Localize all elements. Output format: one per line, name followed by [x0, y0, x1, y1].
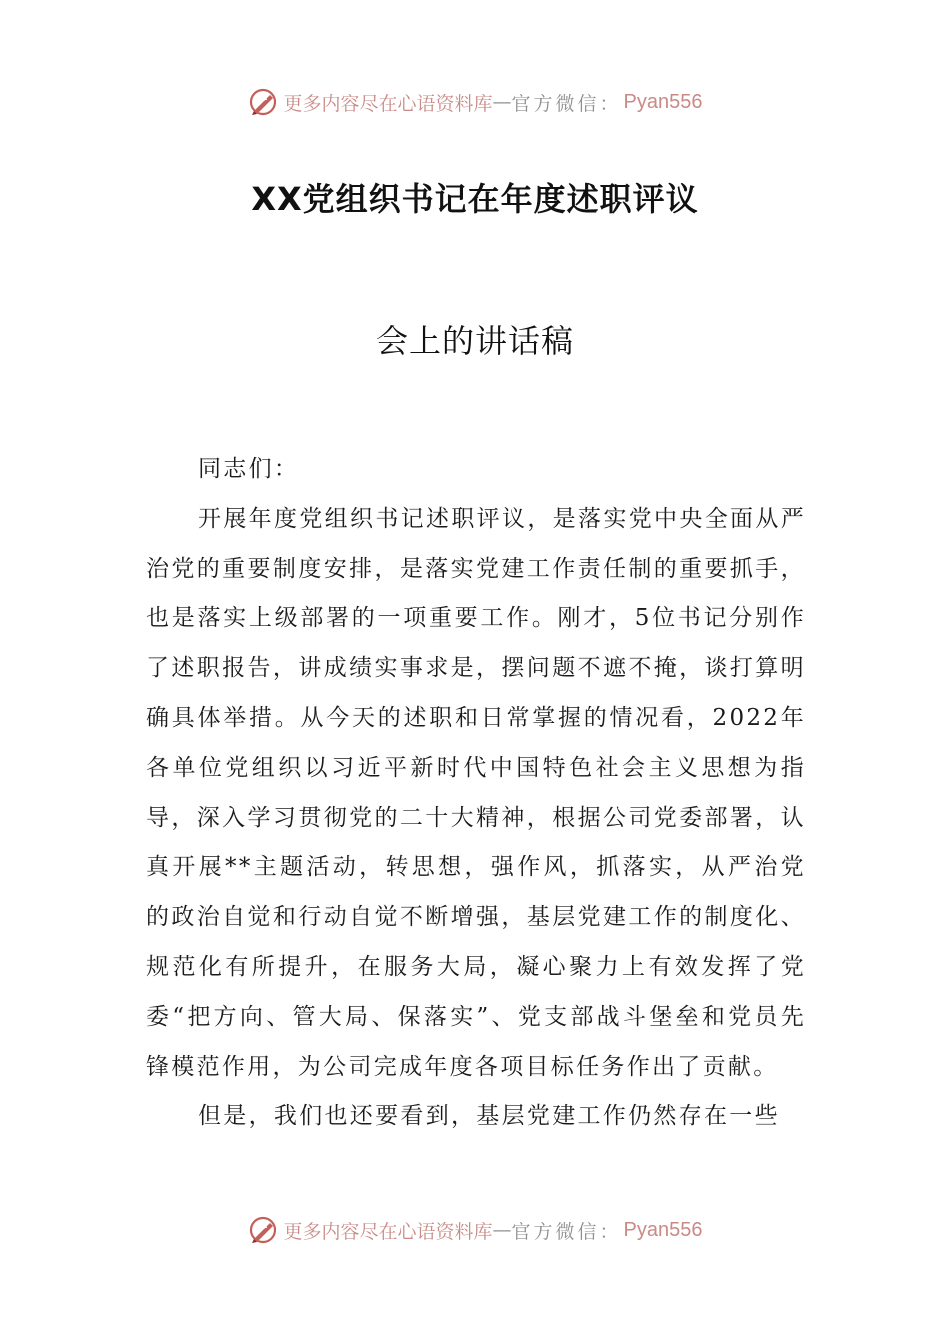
footer-dash: —: [492, 1219, 512, 1241]
paragraph-1: 开展年度党组织书记述职评议，是落实党中央全面从严治党的重要制度安排，是落实党建工作责任制的重要抓手，也是落实上级部署的一项重要工作。刚才，5位书记分别作了述职报告，讲成绩实事求是，摆问题不遮不掩，谈打算明确具体举措。从今天的述职和日常掌握的情况看，2022年各单位党组织以习近平新时代中国特色社会主义思想为指导，深入学习贯彻党的二十大精神，根据公司党委部署，认真开展**主题活动，转思想，强作风，抓落实，从严治党的政治自觉和行动自觉不断增强，基层党建工作的制度化、规范化有所提升，在服务大局，凝心聚力上有效发挥了党委“把方向、管大局、保落实”、党支部战斗堡垒和党员先锋模范作用，为公司完成年度各项目标任务作出了贡献。: [146, 505, 806, 1080]
header-wechat-id: Pyan556: [623, 90, 703, 113]
document-body: [146, 445, 806, 1142]
pen-logo-icon: [248, 1215, 278, 1245]
document-title-line2: 会上的讲话稿: [375, 322, 574, 360]
header-official-label: 官方微信：: [511, 92, 622, 115]
header-promo-text: 更多内容尽在心语资料库: [283, 92, 493, 115]
footer-wechat-id: Pyan556: [623, 1218, 703, 1241]
salutation: 同志们：: [198, 456, 300, 482]
paragraph-2: 但是，我们也还要看到，基层党建工作仍然存在一些: [198, 1103, 780, 1130]
footer-banner: [0, 1210, 950, 1250]
pen-logo-icon: [248, 87, 278, 117]
header-dash: —: [492, 91, 512, 113]
document-title-line1: XX党组织书记在年度述职评议: [251, 180, 699, 218]
footer-promo-text: 更多内容尽在心语资料库: [283, 1220, 493, 1243]
header-banner: [0, 82, 950, 122]
footer-official-label: 官方微信：: [511, 1220, 622, 1243]
